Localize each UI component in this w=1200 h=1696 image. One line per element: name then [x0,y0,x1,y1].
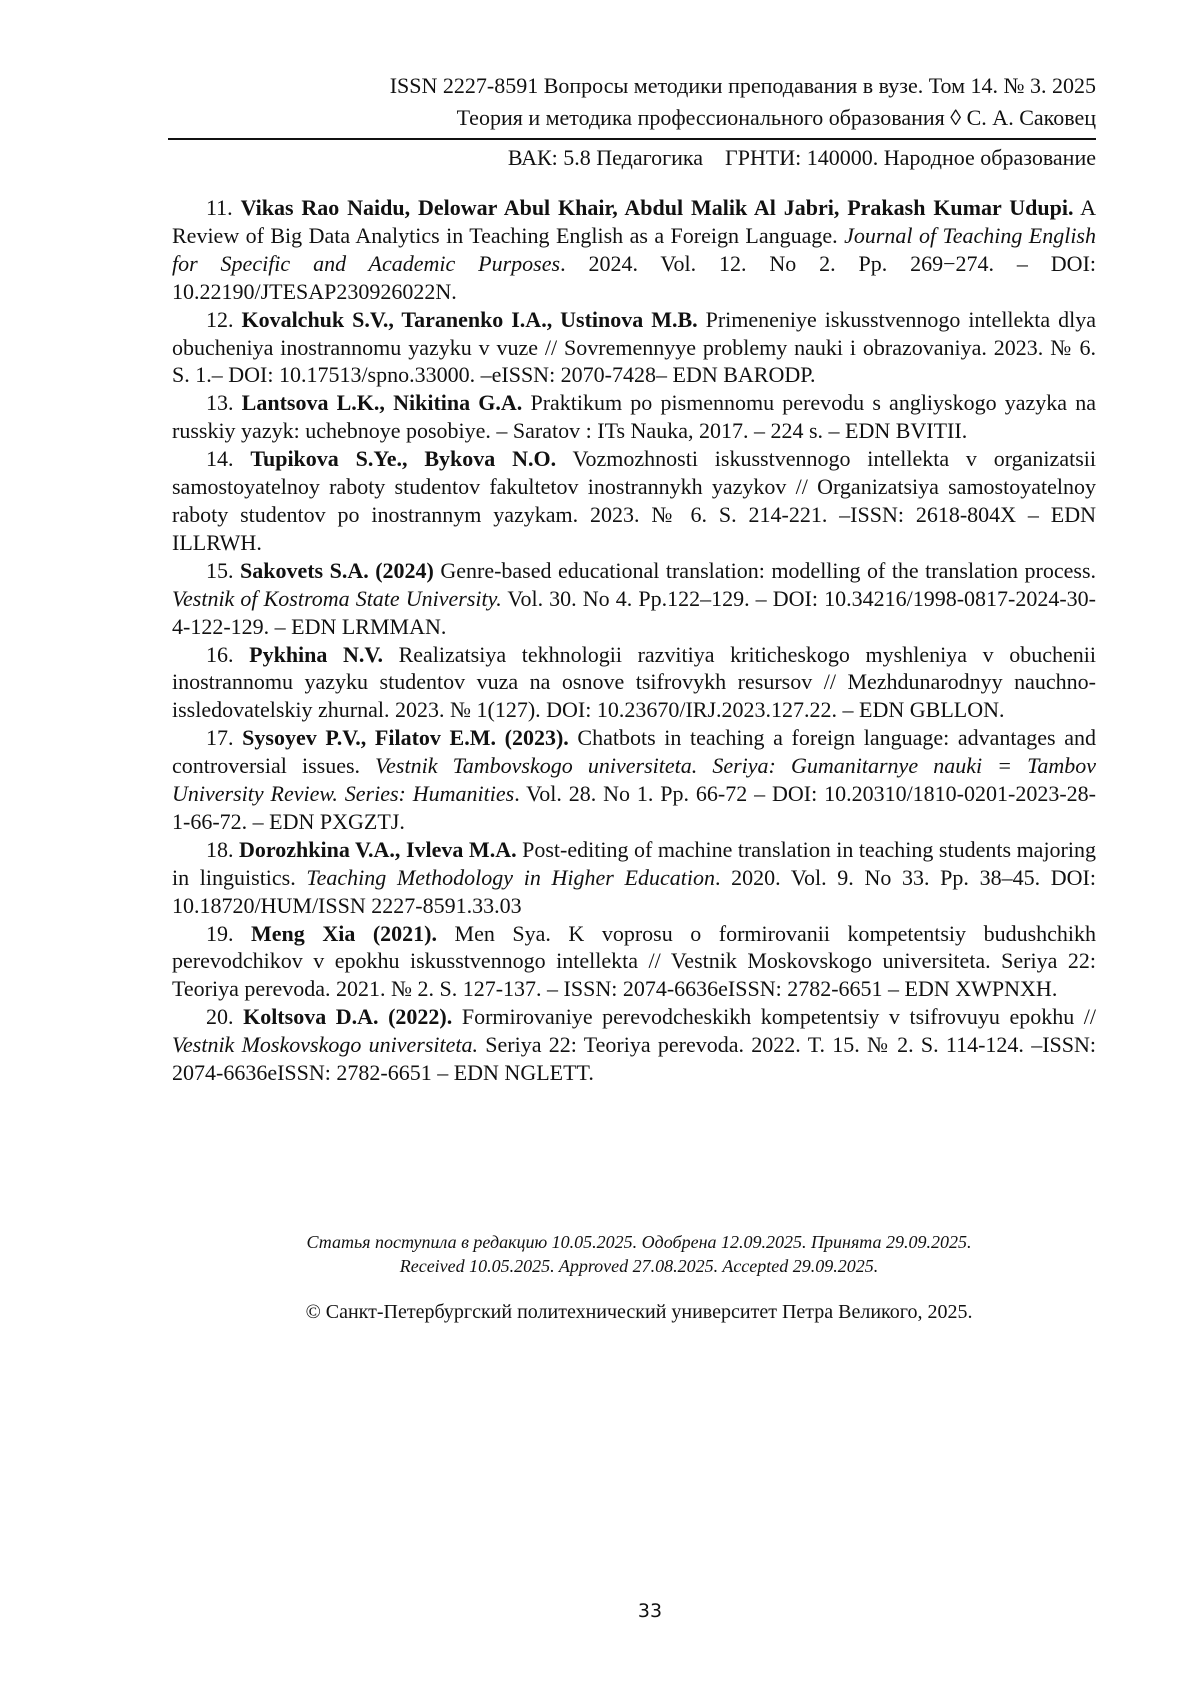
reference-number: 12. [206,306,234,332]
reference-journal: Vestnik of Kostroma State University. [172,585,502,611]
reference-number: 11. [206,195,233,220]
reference-number: 20. [206,1004,234,1030]
reference-details: . 2024. Vol. 12. No 2. Pp. 269−274. – DOI: 10.22190/JTESAP230926022N. [172,250,1097,304]
reference-details: . Vol. 28. No 1. Pp. 66-72 – DOI: 10.20310/1810-0201-2023-28-1-66-72. – EDN PXGZTJ. [172,781,1096,834]
reference-item [172,557,1096,641]
reference-text: A Review of Big Data Analytics in Teaching English as a Foreign Language. [172,195,1096,248]
reference-text: Formirovaniye perevodcheskikh kompetentsiy v tsifrovuyu epokhu // [452,1004,1097,1030]
reference-item [172,194,1096,306]
reference-text: Realizatsiya tekhnologii razvitiya kriticheskogo myshleniya v obuchenii inostrannomu yazyku studentov vuza na osnove tsifrovykh resursov // Mezhdunarodnyy nauchno-issledovatelskiy zhurnal. 2023. № 1(127). DOI: 10.23670/IRJ.2023.127.22. – EDN GBLLON. [172,641,1096,723]
reference-details: . 2020. Vol. 9. No 33. Pp. 38–45. DOI: 10.18720/HUM/ISSN 2227-8591.33.03 [172,864,1096,918]
running-header [168,70,1096,174]
reference-item [172,445,1096,557]
reference-number: 19. [206,920,234,946]
reference-journal: Vestnik Moskovskogo universiteta. [172,1032,478,1058]
reference-authors: Dorozhkina V.A., Ivleva M.A. [239,836,517,862]
reference-item [172,920,1096,1004]
reference-details: Seriya 22: Teoriya perevoda. 2022. T. 15. № 2. S. 114-124. –ISSN: 2074-6636eISSN: 2782-6651 – EDN NGLETT. [172,1032,1096,1086]
reference-number: 16. [206,641,234,667]
reference-text: Post-editing of machine translation in teaching students majoring in linguistics. [172,836,1096,890]
grnti-code: ГРНТИ: 140000. Народное образование [725,145,1096,170]
copyright-notice: © Санкт-Петербургский политехнический университет Петра Великого, 2025. [305,1301,973,1323]
reference-authors: Sakovets S.A. (2024) [239,557,434,583]
classification-line [168,142,1096,174]
reference-authors: Vikas Rao Naidu, Delowar Abul Khair, Abdul Malik Al Jabri, Prakash Kumar Udupi. [240,195,1074,220]
reference-authors: Meng Xia (2021). [251,920,438,946]
reference-number: 17. [206,725,234,751]
dates-russian: Статья поступила в редакцию 10.05.2025. Одобрена 12.09.2025. Принята 29.09.2025. [306,1232,972,1252]
article-line: Теория и методика профессионального образования ◊ С. А. Саковец [456,105,1096,130]
reference-number: 14. [206,446,234,472]
reference-authors: Pykhina N.V. [249,641,383,667]
reference-item [172,389,1096,445]
journal-line: ISSN 2227-8591 Вопросы методики преподавания в вузе. Том 14. № 3. 2025 [389,73,1096,98]
reference-journal: Vestnik Tambovskogo universiteta. Seriya: Gumanitarnye nauki = Tambov University Review. Series: Humanities [172,753,1097,807]
reference-journal: Teaching Methodology in Higher Education [306,864,715,890]
reference-authors: Lantsova L.K., Nikitina G.A. [241,390,523,416]
dates-english: Received 10.05.2025. Approved 27.08.2025. Accepted 29.09.2025. [399,1256,879,1276]
reference-item [172,836,1096,920]
reference-list [172,194,1096,1087]
reference-authors: Koltsova D.A. (2022). [243,1004,453,1030]
reference-authors: Sysoyev P.V., Filatov E.M. (2023). [242,725,569,751]
reference-text: Praktikum po pismennomu perevodu s angliyskogo yazyka na russkiy yazyk: uchebnoye posobiye. – Saratov : ITs Nauka, 2017. – 224 s. – EDN BVITII. [172,390,1097,444]
article-dates [172,1230,1096,1278]
reference-details: Vol. 30. No 4. Pp.122–129. – DOI: 10.34216/1998-0817-2024-30-4-122-129. – EDN LRMMAN. [172,585,1096,639]
reference-number: 13. [206,390,234,416]
vak-code: ВАК: 5.8 Педагогика [507,145,703,170]
reference-number: 18. [206,836,234,862]
reference-authors: Tupikova S.Ye., Bykova N.O. [250,446,557,472]
reference-item [172,724,1096,836]
reference-journal: Journal of Teaching English for Specific and Academic Purposes [172,222,1096,276]
reference-number: 15. [206,557,234,583]
reference-item [172,641,1096,725]
reference-text: Primeneniye iskusstvennogo intellekta dlya obucheniya inostrannomu yazyku v vuze // Sovremennyye problemy nauki i obrazovaniya. 2023. № 6. S. 1.– DOI: 10.17513/spno.33000. –eISSN: 2070-7428– EDN BARODP. [172,306,1096,388]
reference-text: Men Sya. K voprosu o formirovanii kompetentsiy budushchikh perevodchikov v epokhu iskusstvennogo intellekta // Vestnik Moskovskogo universiteta. Seriya 22: Teoriya perevoda. 2021. № 2. S. 127-137. – ISSN: 2074-6636eISSN: 2782-6651 – EDN XWPNXH. [172,920,1097,1002]
reference-item [172,306,1096,390]
header-divider [168,138,1096,140]
reference-item [172,1003,1096,1087]
reference-authors: Kovalchuk S.V., Taranenko I.A., Ustinova M.B. [241,306,698,332]
reference-text: Genre-based educational translation: modelling of the translation process. [433,557,1097,583]
reference-text: Vozmozhnosti iskusstvennogo intellekta v organizatsii samostoyatelnoy raboty studentov fakultetov inostrannykh yazykov // Organizatsiya samostoyatelnoy raboty studentov po inostrannym yazykam. 2023. № 6. S. 214-221. –ISSN: 2618-804X – EDN ILLRWH. [172,446,1096,555]
reference-text: Chatbots in teaching a foreign language: advantages and controversial issues. [172,725,1096,779]
page-number: 33 [637,1600,663,1622]
